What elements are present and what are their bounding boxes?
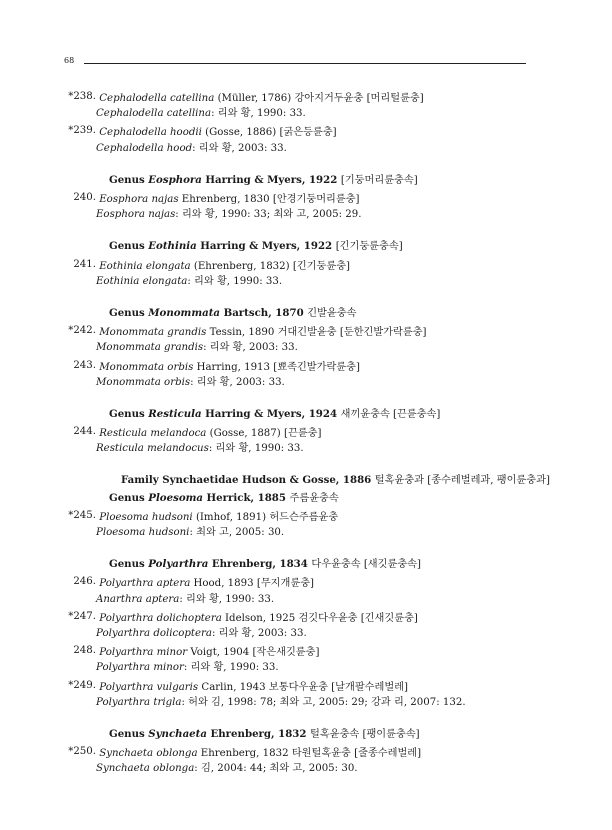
header-rule bbox=[84, 63, 526, 64]
entry-number: 243. bbox=[73, 359, 96, 371]
species-list bbox=[60, 88, 560, 777]
citation-ref: 김, 2004: 44; 최와 고, 2005: 30. bbox=[200, 763, 358, 775]
genus-authority: Ehrenberg, 1834 bbox=[211, 558, 308, 571]
korean-name: [긴기둥륜충] bbox=[292, 260, 351, 272]
entry-number: *238. bbox=[68, 91, 96, 103]
genus-korean: 새끼윤충속 [끈륜충속] bbox=[340, 408, 441, 420]
korean-name: 보통다우윤충 [날개팔수레벌레] bbox=[268, 681, 409, 693]
genus-korean: 털혹윤충속 [팽이륜충속] bbox=[310, 728, 420, 740]
citation-colon: : bbox=[194, 763, 201, 775]
genus-name: Eosphora bbox=[148, 173, 202, 186]
species-entry bbox=[60, 88, 560, 105]
citation-ref: 최와 고, 2005: 30. bbox=[196, 526, 285, 538]
citation-ref: 리와 황, 2003: 33. bbox=[198, 142, 287, 154]
genus-korean: [기둥머리륜충속] bbox=[340, 174, 418, 186]
species-authority: (Müller, 1786) bbox=[217, 93, 292, 105]
citation-colon: : bbox=[203, 342, 210, 354]
species-name: Eosphora najas bbox=[99, 194, 179, 206]
citation-colon: : bbox=[181, 696, 189, 708]
citation-name: Synchaeta oblonga bbox=[96, 763, 195, 775]
entry-text bbox=[96, 89, 424, 104]
species-authority: Carlin, 1943 bbox=[201, 681, 266, 693]
genus-label: Genus bbox=[109, 407, 149, 420]
species-authority: Ehrenberg, 1832 bbox=[200, 748, 289, 760]
species-entry bbox=[60, 322, 560, 339]
genus-label: Genus bbox=[109, 727, 149, 740]
entry-number: *249. bbox=[68, 679, 96, 691]
genus-label: Genus bbox=[109, 491, 149, 504]
citation-ref: 리와 황, 2003: 33. bbox=[209, 342, 298, 354]
citation-colon: : bbox=[190, 376, 197, 388]
genus-heading bbox=[60, 305, 560, 322]
species-name: Resticula melandoca bbox=[99, 428, 207, 440]
korean-name: 강아지거두윤충 [머리털륜충] bbox=[294, 93, 424, 105]
section-gap bbox=[60, 290, 560, 305]
entry-text bbox=[96, 643, 319, 658]
citation-line bbox=[60, 659, 560, 676]
entry-number: *247. bbox=[68, 610, 96, 622]
species-entry bbox=[60, 642, 560, 659]
citation-name: Eosphora najas bbox=[96, 209, 176, 221]
section-gap bbox=[60, 457, 560, 472]
entry-text bbox=[96, 744, 421, 759]
genus-name: Resticula bbox=[148, 407, 202, 420]
genus-korean: [긴기둥륜충속] bbox=[335, 241, 403, 253]
genus-label: Genus bbox=[109, 306, 149, 319]
genus-authority: Ehrenberg, 1832 bbox=[210, 727, 307, 740]
citation-name: Ploesoma hudsoni bbox=[96, 526, 190, 538]
entry-number: *250. bbox=[68, 746, 96, 758]
genus-name: Monommata bbox=[148, 306, 221, 319]
entry-number: 244. bbox=[73, 426, 96, 438]
species-name: Monommata orbis bbox=[99, 361, 194, 373]
korean-name: 거대긴발윤충 [둔한긴발가락륜충] bbox=[277, 327, 427, 339]
citation-name: Polyarthra dolicoptera bbox=[96, 627, 212, 639]
genus-name: Ploesoma bbox=[148, 491, 203, 504]
genus-heading bbox=[60, 172, 560, 189]
korean-name: [굵은등륜충] bbox=[279, 127, 337, 139]
genus-heading bbox=[60, 556, 560, 573]
citation-line bbox=[60, 273, 560, 290]
korean-name: 허드슨주름윤충 bbox=[269, 511, 339, 523]
species-authority: Idelson, 1925 bbox=[225, 612, 296, 624]
species-authority: (Gosse, 1887) bbox=[209, 428, 281, 440]
species-name: Cephalodella catellina bbox=[99, 93, 215, 105]
korean-name: 타원털혹윤충 [줄종수레벌레] bbox=[291, 748, 422, 760]
page-number: 68 bbox=[64, 56, 75, 65]
korean-name: [작은새깃륜충] bbox=[252, 647, 320, 659]
citation-ref: 리와 황, 1990: 33. bbox=[190, 662, 279, 674]
entry-number: *242. bbox=[68, 325, 96, 337]
citation-colon: : bbox=[211, 108, 218, 120]
citation-ref: 리와 황, 1990: 33. bbox=[186, 593, 275, 605]
genus-heading bbox=[60, 726, 560, 743]
citation-line bbox=[60, 374, 560, 391]
korean-name: [안경기둥머리륜충] bbox=[272, 194, 360, 206]
citation-colon: : bbox=[208, 443, 216, 455]
genus-korean: 긴발윤충속 bbox=[307, 307, 357, 319]
citation-ref: 리와 황, 1990: 33. bbox=[194, 275, 283, 287]
entry-number: 240. bbox=[73, 192, 96, 204]
genus-label: Genus bbox=[109, 558, 149, 571]
citation-line bbox=[60, 760, 560, 777]
citation-line bbox=[60, 591, 560, 608]
species-name: Polyarthra aptera bbox=[99, 578, 191, 590]
species-name: Synchaeta oblonga bbox=[99, 748, 198, 760]
species-name: Monommata grandis bbox=[99, 327, 207, 339]
species-entry bbox=[60, 676, 560, 693]
genus-heading bbox=[60, 238, 560, 255]
entry-text bbox=[96, 257, 350, 272]
citation-colon: : bbox=[179, 593, 187, 605]
genus-heading bbox=[60, 406, 560, 423]
genus-authority: Harring & Myers, 1922 bbox=[205, 173, 338, 186]
citation-ref: 리와 황, 1990: 33; 최와 고, 2005: 29. bbox=[181, 209, 362, 221]
citation-name: Anarthra aptera bbox=[96, 593, 180, 605]
genus-name: Synchaeta bbox=[148, 727, 207, 740]
citation-ref: 리와 황, 2003: 33. bbox=[196, 376, 285, 388]
citation-line bbox=[60, 105, 560, 122]
citation-name: Eothinia elongata bbox=[96, 275, 188, 287]
species-name: Cephalodella hoodii bbox=[99, 127, 202, 139]
citation-colon: : bbox=[175, 209, 182, 221]
citation-name: Monommata orbis bbox=[96, 376, 191, 388]
species-authority: (Ehrenberg, 1832) bbox=[193, 260, 290, 272]
entry-text bbox=[96, 609, 418, 624]
section-gap bbox=[60, 541, 560, 556]
species-authority: Hood, 1893 bbox=[193, 578, 254, 590]
citation-name: Cephalodella hood bbox=[96, 142, 193, 154]
citation-line bbox=[60, 625, 560, 642]
species-authority: (Imhof, 1891) bbox=[195, 511, 267, 523]
entry-number: *245. bbox=[68, 509, 96, 521]
section-gap bbox=[60, 223, 560, 238]
species-authority: (Gosse, 1886) bbox=[205, 127, 277, 139]
species-name: Polyarthra minor bbox=[99, 647, 188, 659]
species-name: Polyarthra vulgaris bbox=[99, 681, 199, 693]
species-entry bbox=[60, 608, 560, 625]
entry-text bbox=[96, 123, 337, 138]
entry-number: *239. bbox=[68, 125, 96, 137]
entry-text bbox=[96, 358, 360, 373]
species-entry bbox=[60, 189, 560, 206]
citation-line bbox=[60, 694, 560, 711]
genus-label: Genus bbox=[109, 240, 149, 253]
citation-colon: : bbox=[189, 526, 197, 538]
citation-colon: : bbox=[211, 627, 219, 639]
entry-text bbox=[96, 574, 314, 589]
citation-line bbox=[60, 524, 560, 541]
family-name: Family Synchaetidae Hudson & Gosse, 1886 bbox=[121, 474, 372, 487]
entry-text bbox=[96, 508, 338, 523]
genus-authority: Harring & Myers, 1924 bbox=[205, 407, 338, 420]
genus-heading bbox=[60, 490, 560, 507]
species-entry bbox=[60, 256, 560, 273]
species-authority: Voigt, 1904 bbox=[190, 647, 250, 659]
citation-line bbox=[60, 440, 560, 457]
section-gap bbox=[60, 157, 560, 172]
species-authority: Tessin, 1890 bbox=[209, 327, 275, 339]
species-entry bbox=[60, 743, 560, 760]
citation-colon: : bbox=[192, 142, 199, 154]
citation-ref: 리와 황, 1990: 33. bbox=[215, 443, 304, 455]
citation-colon: : bbox=[183, 662, 191, 674]
korean-name: [뾰족긴발가락륜충] bbox=[273, 361, 360, 373]
korean-name: [무지개륜충] bbox=[256, 578, 315, 590]
citation-name: Cephalodella catellina bbox=[96, 108, 212, 120]
genus-authority: Herrick, 1885 bbox=[206, 491, 286, 504]
genus-korean: 다우윤충속 [새깃륜충속] bbox=[311, 559, 421, 571]
species-entry bbox=[60, 423, 560, 440]
species-name: Polyarthra dolichoptera bbox=[99, 612, 222, 624]
section-gap bbox=[60, 391, 560, 406]
korean-name: 검깃다우윤충 [긴새깃륜충] bbox=[298, 612, 418, 624]
species-entry bbox=[60, 356, 560, 373]
citation-ref: 허와 김, 1998: 78; 최와 고, 2005: 29; 강과 리, 2007: 132. bbox=[188, 696, 466, 708]
species-authority: Ehrenberg, 1830 bbox=[181, 194, 270, 206]
citation-ref: 리와 황, 2003: 33. bbox=[218, 627, 307, 639]
section-gap bbox=[60, 711, 560, 726]
citation-name: Monommata grandis bbox=[96, 342, 204, 354]
species-authority: Harring, 1913 bbox=[196, 361, 271, 373]
family-heading bbox=[60, 472, 560, 489]
citation-name: Polyarthra trigla bbox=[96, 696, 182, 708]
genus-label: Genus bbox=[109, 173, 149, 186]
entry-text bbox=[96, 323, 427, 338]
genus-korean: 주름윤충속 bbox=[289, 492, 339, 504]
citation-name: Resticula melandocus bbox=[96, 443, 209, 455]
genus-authority: Bartsch, 1870 bbox=[223, 306, 304, 319]
species-name: Eothinia elongata bbox=[99, 260, 191, 272]
citation-line bbox=[60, 140, 560, 157]
citation-line bbox=[60, 339, 560, 356]
citation-name: Polyarthra minor bbox=[96, 662, 184, 674]
species-entry bbox=[60, 122, 560, 139]
species-entry bbox=[60, 573, 560, 590]
entry-text bbox=[96, 190, 360, 205]
species-entry bbox=[60, 507, 560, 524]
entry-number: 246. bbox=[73, 576, 96, 588]
entry-number: 241. bbox=[73, 258, 96, 270]
genus-name: Polyarthra bbox=[148, 558, 209, 571]
species-name: Ploesoma hudsoni bbox=[99, 511, 193, 523]
citation-ref: 리와 황, 1990: 33. bbox=[217, 108, 306, 120]
family-korean: 털혹윤충과 [종수레벌레과, 팽이륜충과] bbox=[374, 475, 550, 487]
entry-text bbox=[96, 424, 321, 439]
genus-authority: Harring & Myers, 1922 bbox=[200, 240, 333, 253]
korean-name: [끈륜충] bbox=[284, 428, 322, 440]
entry-number: 248. bbox=[73, 645, 96, 657]
genus-name: Eothinia bbox=[148, 240, 197, 253]
entry-text bbox=[96, 678, 408, 693]
citation-line bbox=[60, 206, 560, 223]
citation-colon: : bbox=[187, 275, 195, 287]
